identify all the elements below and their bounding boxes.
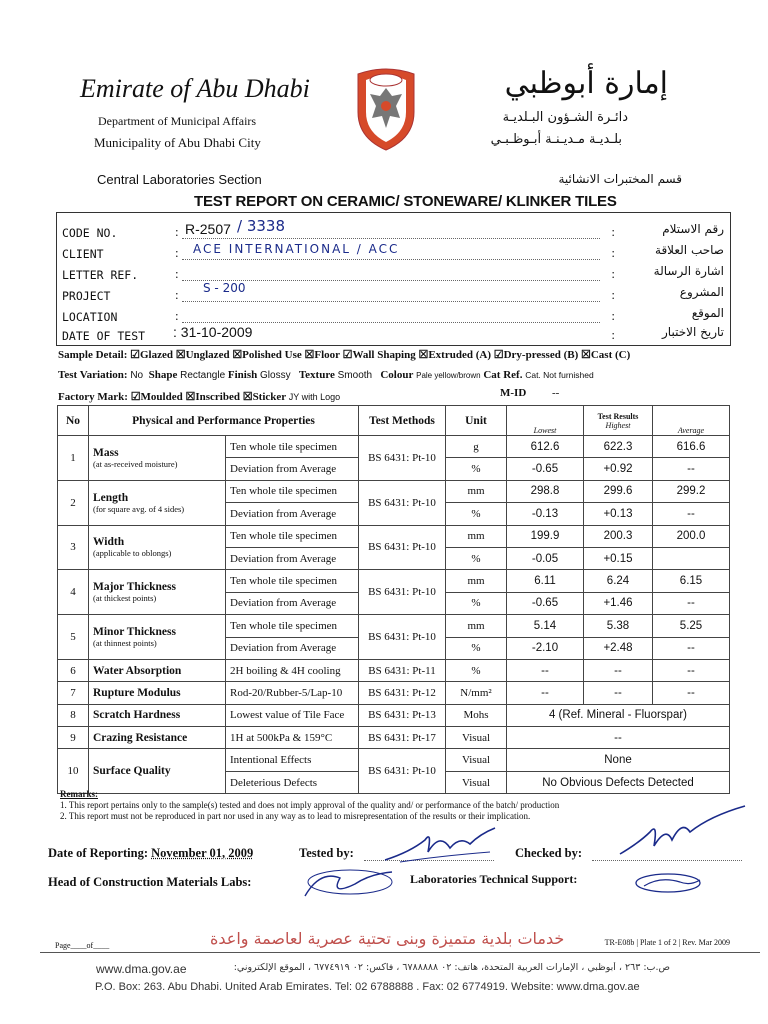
- lab-section-arabic: قسم المختبرات الانشائية: [558, 172, 682, 186]
- client-arabic: صاحب العلاقة: [655, 243, 724, 257]
- date-value: : 31-10-2009: [173, 324, 253, 340]
- row-lowest: --: [507, 682, 584, 704]
- emblem-logo: [352, 66, 420, 152]
- head-labs-label: Head of Construction Materials Labs:: [48, 875, 252, 889]
- row-unit: g: [446, 436, 507, 458]
- property-name: Width: [93, 536, 125, 549]
- row-method: BS 6431: Pt-10: [359, 525, 446, 570]
- row-lowest: -0.13: [507, 503, 584, 525]
- row-method: BS 6431: Pt-10: [359, 480, 446, 525]
- test-results-table: [57, 405, 730, 794]
- row-property: [89, 436, 226, 481]
- row-highest: --: [584, 659, 653, 681]
- row-result: No Obvious Defects Detected: [507, 771, 730, 793]
- row-no: 3: [58, 525, 89, 570]
- row-unit: %: [446, 458, 507, 480]
- remarks-title: Remarks:: [60, 789, 98, 799]
- project-row: PROJECT : S - 200 : المشروع: [62, 281, 724, 303]
- row-unit: mm: [446, 525, 507, 547]
- property-name: Minor Thickness: [93, 626, 176, 639]
- tech-support-signature: [630, 868, 710, 898]
- row-lowest: -0.65: [507, 458, 584, 480]
- row-highest: +0.15: [584, 547, 653, 569]
- row-property: [89, 682, 226, 704]
- property-name: Major Thickness: [93, 581, 176, 594]
- row-unit: %: [446, 503, 507, 525]
- table-row: [58, 659, 730, 681]
- tech-support-label: Laboratories Technical Support:: [410, 872, 578, 886]
- col-lowest: Lowest: [507, 406, 584, 436]
- row-method: BS 6431: Pt-10: [359, 436, 446, 481]
- test-variation-label: Test Variation:: [58, 369, 128, 381]
- row-highest: +2.48: [584, 637, 653, 659]
- arabic-department: دائـرة الشـؤون البـلديـة: [502, 110, 628, 125]
- row-lowest: -2.10: [507, 637, 584, 659]
- date-reporting-value: November 01, 2009: [151, 846, 254, 860]
- department-name: Department of Municipal Affairs: [98, 114, 257, 128]
- row-no: 9: [58, 727, 89, 749]
- remarks: [60, 789, 559, 822]
- row-highest: 622.3: [584, 436, 653, 458]
- row-result: None: [507, 749, 730, 771]
- website-link[interactable]: www.dma.gov.ae: [96, 962, 187, 976]
- row-average: --: [653, 682, 730, 704]
- row-property: [89, 525, 226, 570]
- arabic-emirate-title: إمارة أبوظبي: [504, 66, 668, 101]
- project-value: S - 200: [203, 281, 246, 295]
- mid-label: M-ID: [500, 387, 527, 399]
- date-reporting-label: Date of Reporting:: [48, 846, 148, 860]
- emirate-title: Emirate of Abu Dhabi: [80, 74, 310, 103]
- row-condition: Deviation from Average: [226, 637, 359, 659]
- code-label: CODE NO.: [62, 226, 118, 240]
- test-variation-value: No: [130, 370, 144, 381]
- row-lowest: -0.65: [507, 592, 584, 614]
- row-method: BS 6431: Pt-10: [359, 615, 446, 660]
- row-no: 6: [58, 659, 89, 681]
- client-value: ACE INTERNATIONAL / ACC: [193, 242, 400, 256]
- table-row: [58, 749, 730, 771]
- property-name: Rupture Modulus: [93, 686, 181, 699]
- factory-mark-line: [58, 390, 340, 403]
- col-average: Average: [653, 406, 730, 436]
- checked-by-signature: [610, 802, 750, 862]
- row-unit: %: [446, 547, 507, 569]
- code-arabic: رقم الاستلام: [662, 222, 724, 236]
- row-highest: --: [584, 682, 653, 704]
- row-lowest: 6.11: [507, 570, 584, 592]
- col-no: No: [58, 406, 89, 436]
- col-highest: [584, 406, 653, 436]
- sample-detail-line: Sample Detail: ☑Glazed ☒Unglazed ☒Polished Use ☒Floor ☑Wall Shaping ☒Extruded (A) ☑Dry-pressed (B) ☒Cast (C): [58, 349, 631, 361]
- row-average: --: [653, 637, 730, 659]
- row-condition: Ten whole tile specimen: [226, 570, 359, 592]
- row-unit: %: [446, 637, 507, 659]
- row-unit: mm: [446, 570, 507, 592]
- code-value: R-2507: [185, 221, 231, 237]
- row-unit: Visual: [446, 727, 507, 749]
- row-no: 5: [58, 615, 89, 660]
- table-row: [58, 480, 730, 502]
- cat-ref-value: Cat. Not furnished: [525, 370, 594, 380]
- row-average: 616.6: [653, 436, 730, 458]
- row-property: [89, 749, 226, 794]
- row-condition: Deviation from Average: [226, 547, 359, 569]
- property-name: Mass: [93, 446, 119, 459]
- row-average: 200.0: [653, 525, 730, 547]
- row-condition: Intentional Effects: [226, 749, 359, 771]
- row-property: [89, 480, 226, 525]
- row-condition: Rod-20/Rubber-5/Lap-10: [226, 682, 359, 704]
- location-arabic: الموقع: [691, 306, 724, 320]
- row-average: --: [653, 592, 730, 614]
- row-property: [89, 727, 226, 749]
- mid-value: --: [552, 387, 560, 399]
- row-lowest: 199.9: [507, 525, 584, 547]
- date-label: DATE OF TEST: [62, 329, 146, 343]
- row-method: BS 6431: Pt-10: [359, 749, 446, 794]
- row-method: BS 6431: Pt-10: [359, 570, 446, 615]
- property-name: Crazing Resistance: [93, 731, 188, 744]
- row-condition: Ten whole tile specimen: [226, 615, 359, 637]
- row-highest: 5.38: [584, 615, 653, 637]
- row-no: 7: [58, 682, 89, 704]
- property-sub: (at thinnest points): [93, 638, 157, 649]
- date-arabic: تاريخ الاختبار: [662, 325, 724, 339]
- row-unit: mm: [446, 480, 507, 502]
- table-row: [58, 570, 730, 592]
- col-unit: Unit: [446, 406, 507, 436]
- col-methods: Test Methods: [359, 406, 446, 436]
- row-average: --: [653, 659, 730, 681]
- row-result: --: [507, 727, 730, 749]
- row-lowest: -0.05: [507, 547, 584, 569]
- finish-value: Glossy: [260, 370, 291, 381]
- property-sub: (at thickest points): [93, 593, 157, 604]
- row-no: 4: [58, 570, 89, 615]
- row-unit: Visual: [446, 771, 507, 793]
- head-labs-signature: [300, 862, 400, 902]
- property-sub: (at as-received moisture): [93, 458, 178, 469]
- property-name: Scratch Hardness: [93, 709, 181, 722]
- letter-arabic: اشارة الرسالة: [653, 264, 724, 278]
- row-condition: Deleterious Defects: [226, 771, 359, 793]
- lab-section: Central Laboratories Section: [97, 172, 262, 187]
- row-unit: Visual: [446, 749, 507, 771]
- row-no: 10: [58, 749, 89, 794]
- letter-row: LETTER REF. : : اشارة الرسالة: [62, 264, 724, 282]
- finish-label: Finish: [227, 369, 258, 381]
- remark-2: 2. This report must not be reproduced in part nor used in any way as to lead to misrepresentation of the results or their implication.: [60, 811, 531, 821]
- row-unit: %: [446, 659, 507, 681]
- tested-by-signature: [380, 822, 500, 867]
- row-lowest: --: [507, 659, 584, 681]
- tested-by-label: Tested by:: [299, 846, 354, 860]
- shape-value: Rectangle: [180, 370, 226, 381]
- row-condition: Lowest value of Tile Face: [226, 704, 359, 726]
- table-row: [58, 436, 730, 458]
- form-reference: TR-E08b | Plate 1 of 2 | Rev. Mar 2009: [604, 938, 730, 947]
- page-number: Page____of____: [55, 941, 110, 950]
- property-name: Surface Quality: [93, 765, 171, 778]
- row-result: 4 (Ref. Mineral - Fluorspar): [507, 704, 730, 726]
- row-lowest: 612.6: [507, 436, 584, 458]
- table-row: [58, 525, 730, 547]
- row-no: 1: [58, 436, 89, 481]
- location-row: LOCATION : : الموقع: [62, 306, 724, 324]
- row-highest: +1.46: [584, 592, 653, 614]
- row-no: 8: [58, 704, 89, 726]
- row-no: 2: [58, 480, 89, 525]
- texture-label: Texture: [298, 369, 335, 381]
- row-condition: Deviation from Average: [226, 592, 359, 614]
- row-unit: N/mm²: [446, 682, 507, 704]
- report-info-box: [56, 212, 731, 346]
- row-property: [89, 615, 226, 660]
- row-condition: 1H at 500kPa & 159°C: [226, 727, 359, 749]
- row-highest: 299.6: [584, 480, 653, 502]
- row-property: [89, 659, 226, 681]
- row-highest: 6.24: [584, 570, 653, 592]
- property-sub: (for square avg. of 4 sides): [93, 503, 185, 514]
- texture-value: Smooth: [337, 370, 373, 381]
- row-lowest: 298.8: [507, 480, 584, 502]
- row-average: 6.15: [653, 570, 730, 592]
- factory-mark-label: Factory Mark: ☑Moulded ☒Inscribed ☒Sticker: [58, 391, 286, 403]
- row-average: 5.25: [653, 615, 730, 637]
- row-lowest: 5.14: [507, 615, 584, 637]
- row-property: [89, 570, 226, 615]
- row-method: BS 6431: Pt-13: [359, 704, 446, 726]
- row-average: --: [653, 503, 730, 525]
- footer-divider: [40, 952, 760, 953]
- client-label: CLIENT: [62, 247, 104, 261]
- colour-label: Colour: [380, 369, 414, 381]
- col-test-results: Test Results: [597, 411, 639, 421]
- project-arabic: المشروع: [679, 285, 724, 299]
- table-row: [58, 704, 730, 726]
- col-properties: Physical and Performance Properties: [89, 406, 359, 436]
- row-condition: Ten whole tile specimen: [226, 480, 359, 502]
- row-unit: %: [446, 592, 507, 614]
- test-variation-line: [58, 369, 594, 381]
- property-name: Length: [93, 491, 129, 504]
- date-row: DATE OF TEST : 31-10-2009 : تاريخ الاختبار: [62, 324, 724, 343]
- property-name: Water Absorption: [93, 664, 182, 677]
- row-average: [653, 547, 730, 569]
- location-label: LOCATION: [62, 310, 118, 324]
- row-method: BS 6431: Pt-17: [359, 727, 446, 749]
- row-property: [89, 704, 226, 726]
- municipality-name: Municipality of Abu Dhabi City: [94, 135, 261, 150]
- footer-arabic-slogan: خدمات بلدية متميزة وبنى تحتية عصرية لعاصمة واعدة: [210, 929, 565, 948]
- row-condition: 2H boiling & 4H cooling: [226, 659, 359, 681]
- arabic-municipality: بلـديـة مـديـنـة أبـوظـبـي: [490, 132, 622, 147]
- row-highest: +0.92: [584, 458, 653, 480]
- shape-label: Shape: [148, 369, 178, 381]
- cat-ref-label: Cat Ref.: [483, 369, 523, 381]
- arabic-address: ص.ب: ٢٦٣ ، أبوظبي ، الإمارات العربية المتحدة، هاتف: ٠٢ ٦٧٨٨٨٨٨ ، فاكس: ٠٢ ٦٧٧٤٩١٩ ، الموقع الإلكتروني:: [233, 962, 670, 973]
- project-label: PROJECT: [62, 289, 111, 303]
- letter-label: LETTER REF.: [62, 268, 139, 282]
- report-title: TEST REPORT ON CERAMIC/ STONEWARE/ KLINKER TILES: [194, 193, 617, 210]
- row-average: 299.2: [653, 480, 730, 502]
- col-highest-label: Highest: [605, 420, 631, 430]
- factory-mark-value: JY with Logo: [288, 392, 341, 402]
- property-sub: (applicable to oblongs): [93, 548, 172, 559]
- code-handwritten: / 3338: [237, 217, 285, 235]
- table-row: [58, 615, 730, 637]
- row-highest: 200.3: [584, 525, 653, 547]
- table-row: [58, 682, 730, 704]
- row-condition: Deviation from Average: [226, 458, 359, 480]
- row-condition: Ten whole tile specimen: [226, 436, 359, 458]
- client-row: CLIENT : ACE INTERNATIONAL / ACC : صاحب العلاقة: [62, 242, 724, 261]
- row-unit: Mohs: [446, 704, 507, 726]
- row-unit: mm: [446, 615, 507, 637]
- row-method: BS 6431: Pt-11: [359, 659, 446, 681]
- row-average: --: [653, 458, 730, 480]
- checked-by-label: Checked by:: [515, 846, 583, 860]
- colour-value: Pale yellow/brown: [416, 371, 481, 380]
- remark-1: 1. This report pertains only to the sample(s) tested and does not imply approval of the quality and/ or performance of the batch/ production: [60, 800, 560, 810]
- row-highest: +0.13: [584, 503, 653, 525]
- row-condition: Deviation from Average: [226, 503, 359, 525]
- english-address: P.O. Box: 263. Abu Dhabi. United Arab Emirates. Tel: 02 6788888 . Fax: 02 6774919. Website: www.dma.gov.ae: [95, 981, 640, 993]
- row-method: BS 6431: Pt-12: [359, 682, 446, 704]
- table-row: [58, 727, 730, 749]
- date-of-reporting: [48, 846, 253, 861]
- code-row: CODE NO. : R-2507 / 3338 : رقم الاستلام: [62, 217, 724, 240]
- row-condition: Ten whole tile specimen: [226, 525, 359, 547]
